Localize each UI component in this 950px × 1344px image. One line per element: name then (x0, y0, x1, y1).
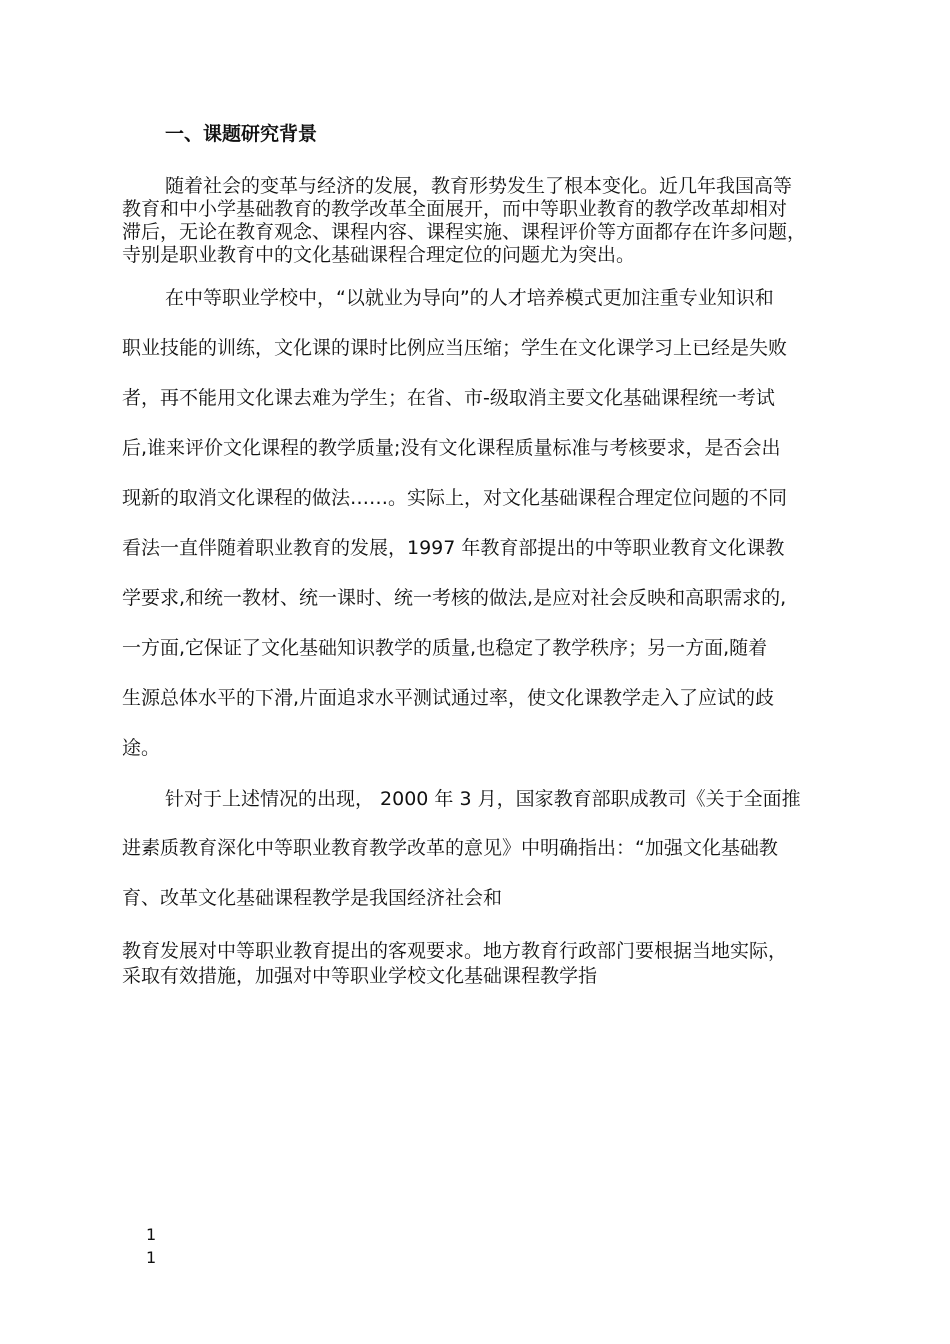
paragraph-2-line-7: 学要求,和统一教材、统一课时、统一考核的做法,是应对社会反映和高职需求的, (122, 587, 787, 609)
page-number-line-1: 1 (146, 1225, 157, 1244)
paragraph-2-line-4: 后,谁来评价文化课程的教学质量;没有文化课程质量标准与考核要求，是否会出 (122, 437, 781, 459)
paragraph-2-line-1: 在中等职业学校中，“以就业为导向”的人才培养模式更加注重专业知识和 (165, 287, 774, 309)
paragraph-2-line-5: 现新的取消文化课程的做法……。实际上，对文化基础课程合理定位问题的不同 (122, 487, 788, 509)
paragraph-2-line-8: 一方面,它保证了文化基础知识教学的质量,也稳定了教学秩序；另一方面,随着 (122, 637, 768, 659)
paragraph-2-line-10: 途。 (122, 737, 161, 759)
paragraph-2-line-3: 者，再不能用文化课去难为学生；在省、市-级取消主要文化基础课程统一考试 (122, 387, 775, 409)
paragraph-3-line-1: 针对于上述情况的出现， 2000 年 3 月，国家教育部职成教司《关于全面推 (165, 788, 801, 810)
paragraph-3-line-3: 育、改革文化基础课程教学是我国经济社会和 (122, 887, 503, 909)
paragraph-2-line-2: 职业技能的训练，文化课的课时比例应当压缩；学生在文化课学习上已经是失败 (122, 337, 788, 359)
paragraph-1-line-1: 随着社会的变革与经济的发展，教育形势发生了根本变化。近几年我国高等 (165, 175, 793, 197)
paragraph-4-line-1: 教育发展对中等职业教育提出的客观要求。地方教育行政部门要根据当地实际， (122, 940, 788, 962)
paragraph-2-line-6: 看法一直伴随着职业教育的发展，1997 年教育部提出的中等职业教育文化课教 (122, 537, 785, 559)
page-number-line-2: 1 (146, 1248, 157, 1267)
section-heading: 一、课题研究背景 (165, 123, 318, 145)
paragraph-3-line-2: 进素质教育深化中等职业教育教学改革的意见》中明确指出：“加强文化基础教 (122, 837, 778, 859)
paragraph-1-line-2: 教育和中小学基础教育的教学改革全面展开，而中等职业教育的教学改革却相对 (122, 198, 788, 220)
paragraph-2-line-9: 生源总体水平的下滑,片面追求水平测试通过率，使文化课教学走入了应试的歧 (122, 687, 775, 709)
paragraph-1-line-4: 寺别是职业教育中的文化基础课程合理定位的问题尤为突出。 (122, 244, 636, 266)
paragraph-1-line-3: 滞后，无论在教育观念、课程内容、课程实施、课程评价等方面都存在许多问题， (122, 221, 807, 243)
paragraph-4-line-2: 采取有效措施，加强对中等职业学校文化基础课程教学指 (122, 965, 598, 987)
